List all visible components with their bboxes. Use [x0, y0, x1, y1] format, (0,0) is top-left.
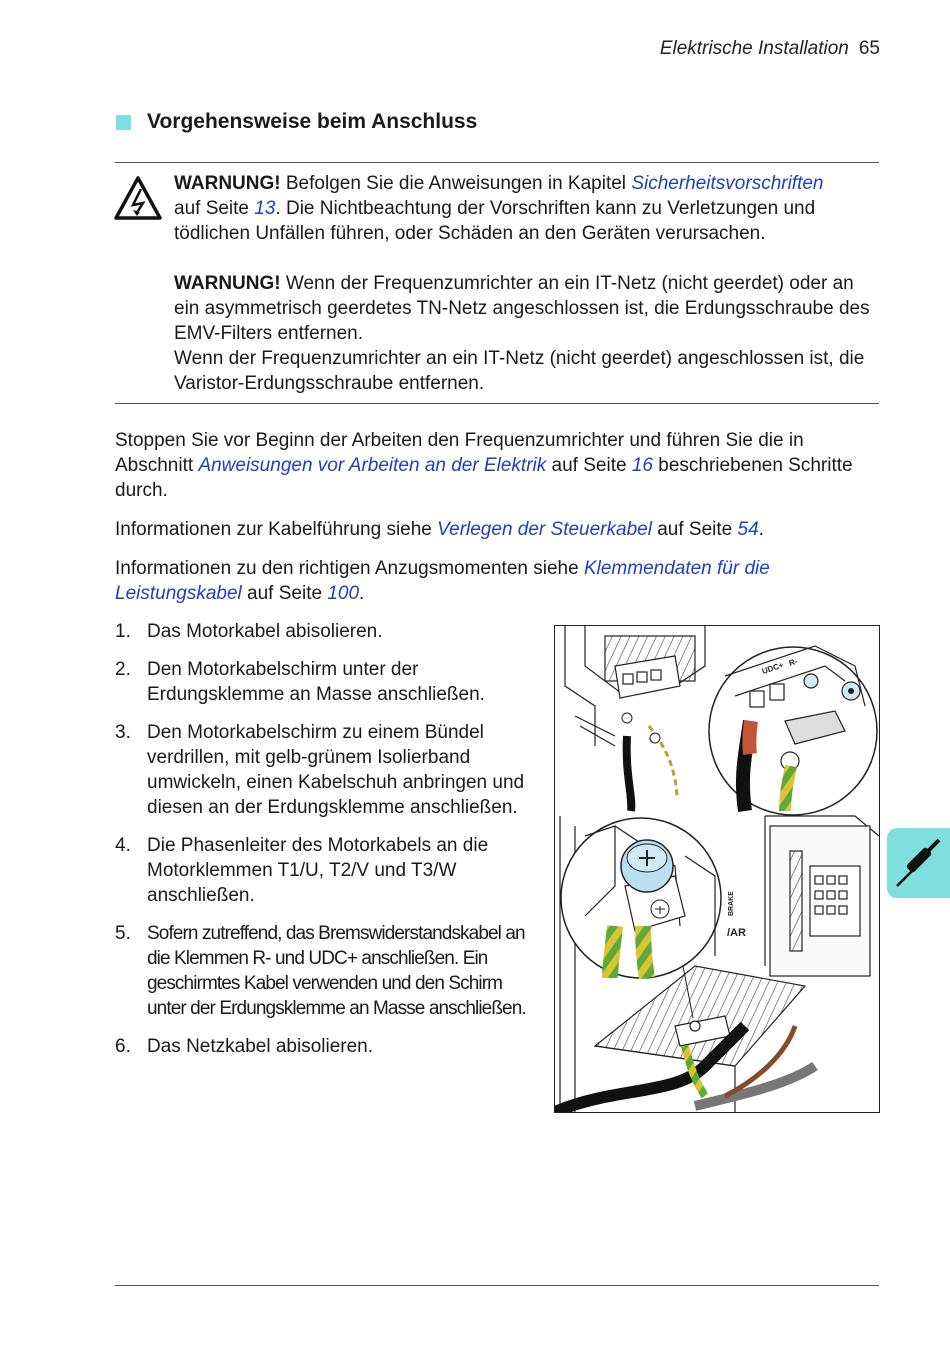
warning-text: auf Seite — [174, 198, 255, 219]
step-text: Den Motorkabelschirm unter der Erdungsklemme an Masse anschließen. — [147, 659, 485, 705]
paragraph-text: Informationen zur Kabelführung siehe — [115, 519, 438, 540]
warning-triangle-icon — [114, 176, 162, 225]
label-udc: UDC+ — [760, 660, 785, 676]
link-sicherheitsvorschriften[interactable]: Sicherheitsvorschriften — [631, 173, 824, 194]
step-number: 5. — [115, 923, 131, 944]
list-item — [115, 720, 545, 820]
paragraph-text: auf Seite — [546, 455, 632, 476]
label-brake: BRAKE — [728, 891, 735, 916]
step-number: 3. — [115, 722, 131, 743]
paragraph-text: . — [758, 519, 764, 540]
list-item — [115, 833, 545, 908]
list-item — [115, 657, 545, 707]
list-item — [115, 619, 545, 644]
divider-bottom — [115, 403, 879, 404]
chapter-tab — [887, 828, 950, 898]
paragraph-text: auf Seite — [241, 583, 328, 604]
wiring-drawing — [555, 626, 879, 1112]
paragraph — [115, 517, 875, 542]
label-ar: /AR — [727, 927, 746, 939]
list-item — [115, 921, 545, 1021]
footer-divider — [115, 1285, 879, 1286]
steps-list — [115, 619, 545, 1072]
warning-text: . Die Nichtbeachtung der Vorschriften kann zu Verletzungen und tödlichen Unfällen führen, oder Schäden an den Geräten verursachen. — [174, 198, 816, 244]
step-number: 1. — [115, 621, 131, 642]
link-page-16[interactable]: 16 — [631, 455, 653, 476]
step-text: Das Motorkabel abisolieren. — [147, 621, 383, 642]
paragraph-text: . — [359, 583, 365, 604]
warning-text: Befolgen Sie die Anweisungen in Kapitel — [280, 173, 632, 194]
paragraph-text: auf Seite — [651, 519, 738, 540]
chapter-title: Elektrische Installation — [659, 38, 849, 59]
step-number: 6. — [115, 1036, 131, 1057]
divider-top — [115, 162, 879, 163]
link-anweisungen-elektrik[interactable]: Anweisungen vor Arbeiten an der Elektrik — [198, 455, 547, 476]
intro-paragraphs — [115, 428, 875, 620]
paragraph — [115, 556, 875, 606]
section-heading — [116, 110, 477, 134]
warning-label: WARNUNG! — [174, 173, 281, 194]
link-klemmendaten[interactable]: Klemmendaten für die Leistungskabel — [115, 558, 770, 604]
link-page-13[interactable]: 13 — [254, 198, 276, 219]
paragraph-text: Informationen zu den richtigen Anzugsmomenten siehe — [115, 558, 584, 579]
warning-text: Wenn der Frequenzumrichter an ein IT-Netz (nicht geerdet) oder an ein asymmetrisch geerdetes TN-Netz angeschlossen ist, die Erdungsschraube des EMV-Filters entfernen. — [174, 273, 870, 344]
step-text: Die Phasenleiter des Motorkabels an die Motorklemmen T1/U, T2/V und T3/W anschließen. — [147, 835, 489, 906]
warning-block — [174, 171, 880, 396]
wiring-illustration — [554, 625, 880, 1113]
running-header — [660, 38, 880, 60]
warning-label: WARNUNG! — [174, 273, 281, 294]
label-r: R- — [787, 656, 799, 668]
link-page-100[interactable]: 100 — [327, 583, 360, 604]
step-text: Das Netzkabel abisolieren. — [147, 1036, 374, 1057]
screwdriver-icon — [887, 828, 950, 898]
list-item — [115, 1034, 545, 1059]
paragraph — [115, 428, 875, 503]
step-text: Den Motorkabelschirm zu einem Bündel verdrillen, mit gelb-grünem Isolierband umwickeln, einen Kabelschuh anbringen und diesen an der Erdungsklemme anschließen. — [147, 722, 525, 818]
paragraph-text: beschriebenen Schritte durch. — [115, 455, 853, 501]
section-title: Vorgehensweise beim Anschluss — [147, 110, 478, 133]
link-page-54[interactable]: 54 — [737, 519, 759, 540]
warning-text: Wenn der Frequenzumrichter an ein IT-Netz (nicht geerdet) angeschlossen ist, die Varistor-Erdungsschraube entfernen. — [174, 348, 865, 394]
warning-2 — [174, 271, 880, 396]
warning-1 — [174, 171, 880, 246]
page-number: 65 — [858, 38, 880, 59]
link-verlegen-steuerkabel[interactable]: Verlegen der Steuerkabel — [437, 519, 652, 540]
paragraph-text: Stoppen Sie vor Beginn der Arbeiten den Frequenzumrichter und führen Sie die in Abschnitt — [115, 430, 804, 476]
step-text: Sofern zutreffend, das Bremswiderstandskabel an die Klemmen R- und UDC+ anschließen. Ein geschirmtes Kabel verwenden und den Schirm unter der Erdungsklemme an Masse anschließen. — [147, 923, 526, 1019]
square-bullet-icon — [116, 115, 131, 130]
step-number: 4. — [115, 835, 131, 856]
step-number: 2. — [115, 659, 131, 680]
